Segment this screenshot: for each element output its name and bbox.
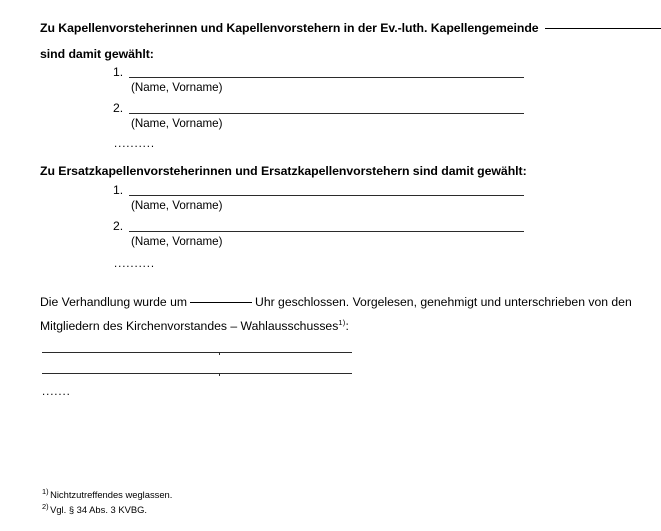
closing-colon: : (345, 319, 349, 333)
main-section-heading-line1 (40, 22, 661, 34)
main-entry-1-caption: (Name, Vorname) (131, 81, 223, 94)
signature-ellipsis: ....... (42, 386, 71, 398)
substitute-entry-1-number: 1. (113, 183, 124, 197)
closing-paragraph-line2 (40, 317, 349, 333)
closing-committee-text: Mitgliedern des Kirchenvorstandes – Wahlausschusses (40, 319, 339, 333)
footnote-1 (42, 486, 173, 500)
main-entry-2-number: 2. (113, 101, 124, 115)
signature-rule-2[interactable] (42, 373, 352, 374)
signature-rule-1[interactable] (42, 352, 352, 353)
signature-rule-1-tick (219, 352, 220, 355)
closing-text-before-blank: Die Verhandlung wurde um (40, 295, 188, 309)
main-section-heading-text: Zu Kapellenvorsteherinnen und Kapellenvorstehern in der Ev.-luth. Kapellengemeinde (40, 21, 539, 35)
substitute-entry-1-rule[interactable] (129, 195, 524, 196)
main-section-heading-line2: sind damit gewählt: (40, 47, 154, 61)
main-entry-2-caption: (Name, Vorname) (131, 117, 223, 130)
kapellengemeinde-blank[interactable] (545, 28, 661, 29)
footnote-2-text: Vgl. § 34 Abs. 3 KVBG. (50, 504, 148, 515)
main-section-ellipsis: .......... (114, 138, 155, 150)
substitute-entry-1-caption: (Name, Vorname) (131, 199, 223, 212)
substitute-entry-2-rule[interactable] (129, 231, 524, 232)
substitute-section-ellipsis: .......... (114, 258, 155, 270)
substitute-entry-2-caption: (Name, Vorname) (131, 235, 223, 248)
footnote-1-text: Nichtzutreffendes weglassen. (50, 489, 173, 500)
substitute-section-heading: Zu Ersatzkapellenvorsteherinnen und Ersatzkapellenvorstehern sind damit gewählt: (40, 164, 527, 178)
main-entry-1-number: 1. (113, 65, 124, 79)
substitute-entry-2-number: 2. (113, 219, 124, 233)
closing-time-blank[interactable] (190, 302, 252, 303)
signature-rule-2-tick (219, 373, 220, 376)
closing-text-after-blank: Uhr geschlossen. Vorgelesen, genehmigt und unterschrieben von den (255, 295, 632, 309)
footnote-2 (42, 501, 148, 515)
footnote-1-marker: 1) (42, 486, 49, 496)
closing-footnote-marker: 1) (338, 317, 346, 327)
main-entry-1-rule[interactable] (129, 77, 524, 78)
closing-paragraph-line1 (40, 296, 632, 308)
footnote-2-marker: 2) (42, 501, 49, 511)
main-entry-2-rule[interactable] (129, 113, 524, 114)
